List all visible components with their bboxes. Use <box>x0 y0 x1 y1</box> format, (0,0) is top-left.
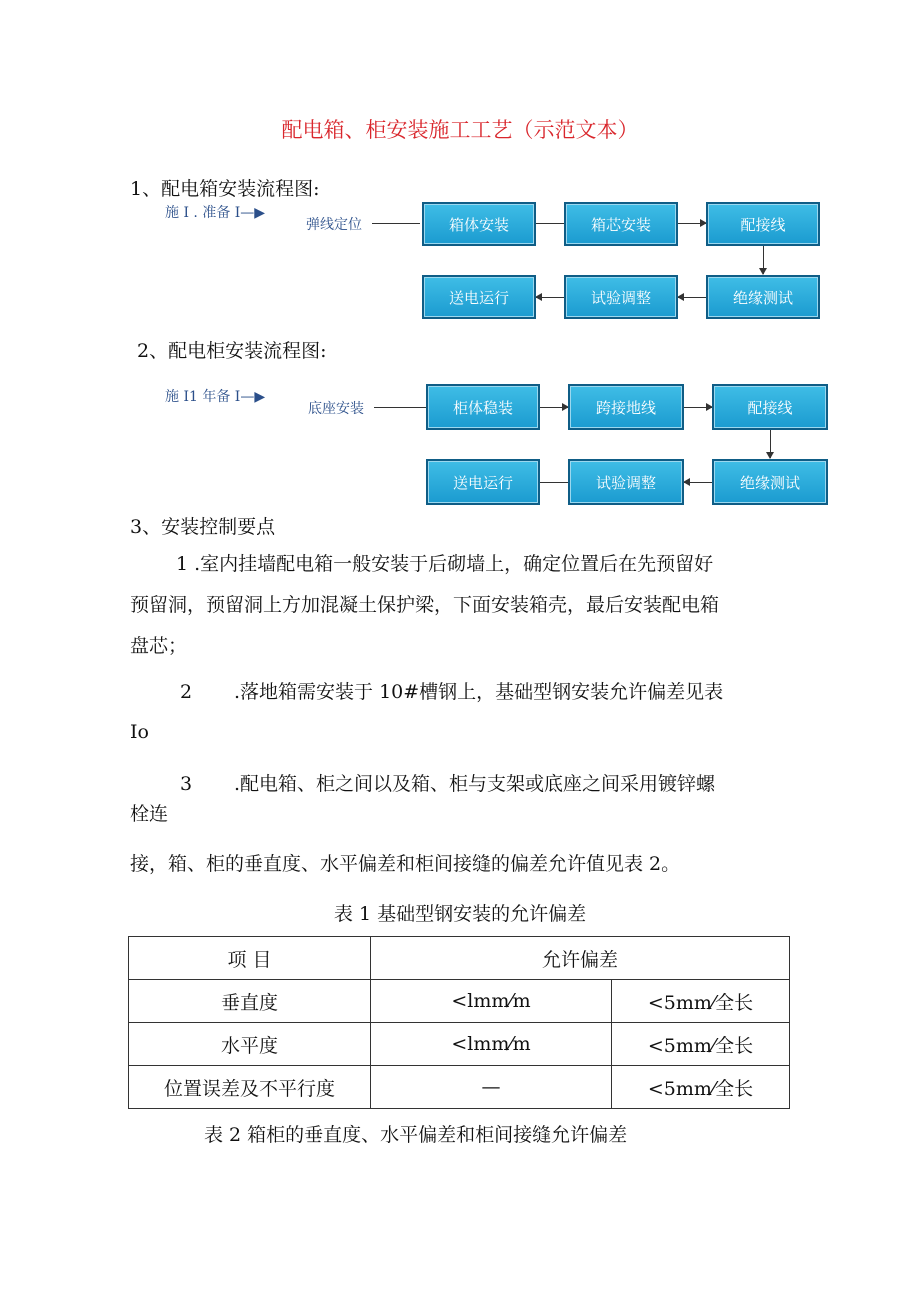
para3-continuation-2: 接，箱、柜的垂直度、水平偏差和柜间接缝的偏差允许值见表 2。 <box>130 853 681 875</box>
flow1-box-2: 箱芯安装 <box>564 202 678 246</box>
section2-prep-label: 施 I1 年备 I—▶ <box>165 389 266 405</box>
flow2-box-5: 试验调整 <box>568 459 684 505</box>
row-item: 水平度 <box>129 1023 371 1066</box>
table2-caption: 表 2 箱柜的垂直度、水平偏差和柜间接缝允许偏差 <box>204 1124 628 1146</box>
row-value-b: <5mm⁄全长 <box>612 980 790 1023</box>
flow1-arrow-2 <box>678 223 706 224</box>
para3-text: .配电箱、柜之间以及箱、柜与支架或底座之间采用镀锌螺 <box>234 773 716 795</box>
flow2-box-4: 绝缘测试 <box>712 459 828 505</box>
flow1-arrow-4 <box>678 297 706 298</box>
para2-continuation: Io <box>130 721 149 743</box>
para1-line1: 1 .室内挂墙配电箱一般安装于后砌墙上，确定位置后在先预留好 <box>176 553 714 575</box>
flow2-arrow-down <box>770 430 771 458</box>
flow1-arrow-5 <box>536 297 564 298</box>
table-row <box>129 1066 790 1109</box>
table1 <box>128 936 790 1109</box>
flow2-box-1: 柜体稳装 <box>426 384 540 430</box>
table-row <box>129 980 790 1023</box>
para3-number: 3 <box>180 773 193 795</box>
section2-heading: 2、配电柜安装流程图: <box>137 340 327 362</box>
row-value-b: <5mm⁄全长 <box>612 1023 790 1066</box>
flow1-box-3: 配接线 <box>706 202 820 246</box>
section1-heading: 1、配电箱安装流程图: <box>130 178 320 200</box>
para2-text: .落地箱需安装于 10#槽钢上，基础型钢安装允许偏差见表 <box>234 681 724 703</box>
para1-line3: 盘芯； <box>130 635 188 657</box>
flow2-arrow-2 <box>684 407 712 408</box>
row-item: 垂直度 <box>129 980 371 1023</box>
para1-line2: 预留洞，预留洞上方加混凝土保护梁，下面安装箱壳，最后安装配电箱 <box>130 594 720 616</box>
header-item: 项 目 <box>129 937 371 980</box>
row-item: 位置误差及不平行度 <box>129 1066 371 1109</box>
section1-start-label: 弹线定位 <box>306 217 362 233</box>
flow2-arrow-1 <box>540 407 568 408</box>
table-row <box>129 1023 790 1066</box>
flow2-arrow-4 <box>684 482 712 483</box>
row-value-a: — <box>371 1066 612 1109</box>
flow2-box-3: 配接线 <box>712 384 828 430</box>
header-tolerance: 允许偏差 <box>371 937 790 980</box>
table-header-row <box>129 937 790 980</box>
page-title: 配电箱、柜安装施工工艺（示范文本） <box>281 118 639 142</box>
flow1-box-6: 送电运行 <box>422 275 536 319</box>
row-value-a: <lmm⁄m <box>371 1023 612 1066</box>
row-value-a: <lmm⁄m <box>371 980 612 1023</box>
section2-connector <box>374 407 426 408</box>
para3-continuation-1: 栓连 <box>130 803 169 825</box>
flow1-connector-1 <box>536 223 564 224</box>
flow1-box-5: 试验调整 <box>564 275 678 319</box>
row-value-b: <5mm⁄全长 <box>612 1066 790 1109</box>
section2-start-label: 底座安装 <box>308 401 364 417</box>
table1-caption: 表 1 基础型钢安装的允许偏差 <box>333 903 587 925</box>
flow1-box-1: 箱体安装 <box>422 202 536 246</box>
section1-connector <box>372 223 420 224</box>
section3-heading: 3、安装控制要点 <box>130 516 276 538</box>
section1-prep-label: 施 I . 准备 I—▶ <box>165 205 266 221</box>
flow1-arrow-down <box>763 246 764 274</box>
flow2-box-2: 跨接地线 <box>568 384 684 430</box>
flow2-connector-5 <box>540 482 568 483</box>
flow2-box-6: 送电运行 <box>426 459 540 505</box>
para2-number: 2 <box>180 681 193 703</box>
flow1-box-4: 绝缘测试 <box>706 275 820 319</box>
